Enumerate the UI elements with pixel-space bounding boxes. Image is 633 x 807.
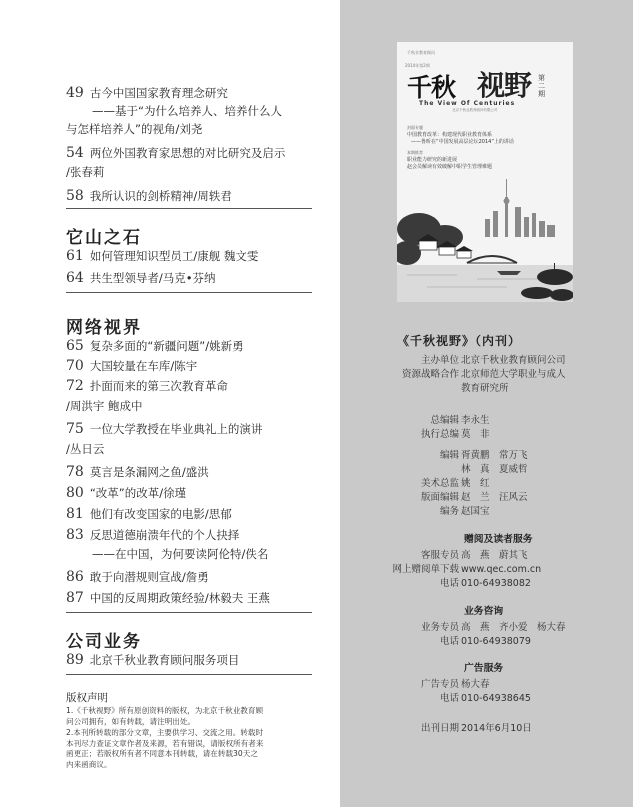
toc-item-75[interactable] xyxy=(66,421,262,438)
service-label: 电话 xyxy=(439,578,459,589)
toc-item-49-subtitle: ——基于“为什么培养人、培养什么人 xyxy=(92,104,282,118)
page-number: 81 xyxy=(66,506,84,522)
service-value: 高 燕 蔚其飞 xyxy=(461,550,528,561)
cover-line: ——鲁昕在“中国发展高层论坛2014”上的讲话 xyxy=(411,139,514,145)
subscription-heading: 赠阅及读者服务 xyxy=(464,534,533,545)
staff-label: 美术总监 xyxy=(420,478,459,489)
toc-item-83[interactable] xyxy=(66,527,239,544)
copyright-line: 本刊尽力查证文章作者及来源，若有错误，请版权所有者来 xyxy=(66,738,264,748)
cover-issn: 2014年第2期 xyxy=(405,63,430,68)
article-title: 莫言是条漏网之鱼/盛洪 xyxy=(89,465,209,479)
divider xyxy=(66,292,312,293)
toc-item-54[interactable] xyxy=(66,145,285,162)
toc-item-64[interactable] xyxy=(66,270,216,287)
copyright-para-2 xyxy=(66,728,316,770)
toc-item-58[interactable] xyxy=(66,188,232,205)
staff-value: 赵 兰 汪风云 xyxy=(461,492,528,503)
page-number: 64 xyxy=(66,270,84,286)
toc-item-72[interactable] xyxy=(66,378,228,395)
copyright-para-1 xyxy=(66,706,316,727)
org-label: 主办单位 xyxy=(420,355,459,366)
toc-item-78[interactable] xyxy=(66,464,209,481)
page-number: 80 xyxy=(66,485,84,501)
divider xyxy=(66,208,312,209)
cover-line: 赵会员解读有效破解中职学生管理难题 xyxy=(407,164,493,170)
toc-item-49-subtitle-cont: 与怎样培养人”的视角/刘尧 xyxy=(66,122,203,136)
copyright-line: 问公司拥有，如有转载，请注明出处。 xyxy=(66,716,196,726)
toc-item-89[interactable] xyxy=(66,652,239,669)
page-number: 70 xyxy=(66,358,84,374)
cover-issue: 第二期 xyxy=(538,74,545,98)
staff-value: 莫 非 xyxy=(461,429,490,440)
cover-line: 职业能力研究的新进展 xyxy=(407,157,458,163)
ads-label: 广告专员 xyxy=(420,679,459,690)
page-number: 86 xyxy=(66,569,84,585)
divider xyxy=(66,612,312,613)
toc-item-75-author: /丛日云 xyxy=(66,442,105,456)
toc-item-87[interactable] xyxy=(66,590,270,607)
masthead-title: 《千秋视野》（内刊） xyxy=(397,334,522,348)
ads-value: 杨大春 xyxy=(461,679,490,690)
page-number: 61 xyxy=(66,248,84,264)
toc-item-80[interactable] xyxy=(66,485,186,502)
article-title: 中国的反周期政策经验/林毅夫 王燕 xyxy=(89,591,270,605)
magazine-cover xyxy=(397,42,573,302)
page-number: 78 xyxy=(66,464,84,480)
article-title: 敢于向潜规则宣战/詹勇 xyxy=(89,570,209,584)
cover-title-b: 视野 xyxy=(477,69,532,102)
staff-label: 编辑 xyxy=(439,450,459,461)
cover-line: 封面专题 xyxy=(407,125,423,130)
page-number: 65 xyxy=(66,338,84,354)
staff-label: 执行总编 xyxy=(420,429,459,440)
staff-label: 编务 xyxy=(439,506,459,517)
article-title: 他们有改变国家的电影/思郁 xyxy=(89,507,232,521)
date-value: 2014年6月10日 xyxy=(461,723,532,734)
ads-label: 电话 xyxy=(439,693,459,704)
toc-item-86[interactable] xyxy=(66,569,209,586)
section-title-tashan: 它山之石 xyxy=(66,228,142,248)
staff-value: 李永生 xyxy=(461,415,490,426)
divider xyxy=(66,674,312,675)
cover-publisher: 千秋业教育顾问 xyxy=(407,50,435,55)
consult-value: 高 燕 齐小爱 杨大春 xyxy=(461,622,566,633)
page-number: 54 xyxy=(66,145,84,161)
cover-english-sub: 北京千秋业教育顾问有限公司 xyxy=(452,108,498,112)
phone-value: 010-64938645 xyxy=(461,693,531,704)
org-value: 北京千秋业教育顾问公司 xyxy=(461,355,566,366)
staff-value: 胥黄鹏 常万飞 xyxy=(461,450,528,461)
page-number: 49 xyxy=(66,85,84,101)
toc-item-49[interactable] xyxy=(66,85,228,102)
cover-line: 本期推荐 xyxy=(407,150,423,155)
staff-value: 赵国宝 xyxy=(461,506,490,517)
cover-english-title: The View Of Centuries xyxy=(419,100,516,107)
article-title: 大国较量在车库/陈宇 xyxy=(89,359,198,373)
section-title-wangluo: 网络视界 xyxy=(66,318,142,338)
org-value: 教育研究所 xyxy=(461,383,509,394)
copyright-line: 1.《千秋视野》所有原创资料的版权，为北京千秋业教育顾 xyxy=(66,706,264,715)
staff-label: 总编辑 xyxy=(430,415,459,426)
cover-title-a: 千秋 xyxy=(407,73,456,102)
copyright-title: 版权声明 xyxy=(66,692,108,704)
page-number: 89 xyxy=(66,652,84,668)
staff-label: 版面编辑 xyxy=(420,492,459,503)
section-title-gongsi: 公司业务 xyxy=(66,632,142,652)
website-link[interactable]: www.qec.com.cn xyxy=(461,564,542,575)
copyright-line: 函更正；若版权所有者不同意本刊转载，请在转载30天之 xyxy=(66,749,258,758)
staff-value: 姚 红 xyxy=(461,478,490,489)
consult-label: 电话 xyxy=(439,636,459,647)
page-number: 58 xyxy=(66,188,84,204)
toc-item-54-author: /张春莉 xyxy=(66,165,105,179)
phone-value: 010-64938079 xyxy=(461,636,531,647)
page-number: 72 xyxy=(66,378,84,394)
consult-label: 业务专员 xyxy=(420,622,459,633)
article-title: 反思道德崩溃年代的个人抉择 xyxy=(89,528,240,542)
article-title: 北京千秋业教育顾问服务项目 xyxy=(89,653,240,667)
page-number: 87 xyxy=(66,590,84,606)
article-title: 如何管理知识型员工/康舰 魏文雯 xyxy=(89,249,259,263)
page-number: 83 xyxy=(66,527,84,543)
toc-item-61[interactable] xyxy=(66,248,258,265)
consult-heading: 业务咨询 xyxy=(464,606,504,617)
article-title: 扑面而来的第三次教育革命 xyxy=(89,379,228,393)
org-label: 资源战略合作 xyxy=(401,369,459,380)
cover-line: 中国教育改革：构建现代职业教育体系 xyxy=(407,132,493,138)
date-label: 出刊日期 xyxy=(420,723,459,734)
toc-item-81[interactable] xyxy=(66,506,232,523)
article-title: 一位大学教授在毕业典礼上的演讲 xyxy=(89,422,263,436)
service-label: 客服专员 xyxy=(420,550,459,561)
article-title: 我所认识的剑桥精神/周轶君 xyxy=(89,189,232,203)
toc-item-83-subtitle: ——在中国，为何要读阿伦特/佚名 xyxy=(92,547,269,561)
article-title: 两位外国教育家思想的对比研究及启示 xyxy=(89,146,286,160)
service-label: 网上赠阅单下载 xyxy=(392,564,459,575)
page-number: 75 xyxy=(66,421,84,437)
copyright-line: 2.本刊所转载的部分文章，主要供学习、交流之用。转载时 xyxy=(66,728,264,737)
cover-ink-landscape xyxy=(397,167,573,302)
article-title: 古今中国国家教育理念研究 xyxy=(89,86,228,100)
staff-value: 林 真 夏威哲 xyxy=(461,464,528,475)
toc-item-72-author: /周洪宇 鲍成中 xyxy=(66,399,143,413)
article-title: 复杂多面的“新疆问题”/姚新勇 xyxy=(89,339,244,353)
org-value: 北京师范大学职业与成人 xyxy=(461,369,566,380)
toc-item-65[interactable] xyxy=(66,338,244,355)
article-title: “改革”的改革/徐瑾 xyxy=(89,486,187,500)
article-title: 共生型领导者/马克•芬纳 xyxy=(89,271,216,285)
ads-heading: 广告服务 xyxy=(464,663,504,674)
toc-item-70[interactable] xyxy=(66,358,197,375)
phone-value: 010-64938082 xyxy=(461,578,531,589)
copyright-line: 内来函商议。 xyxy=(66,759,112,769)
